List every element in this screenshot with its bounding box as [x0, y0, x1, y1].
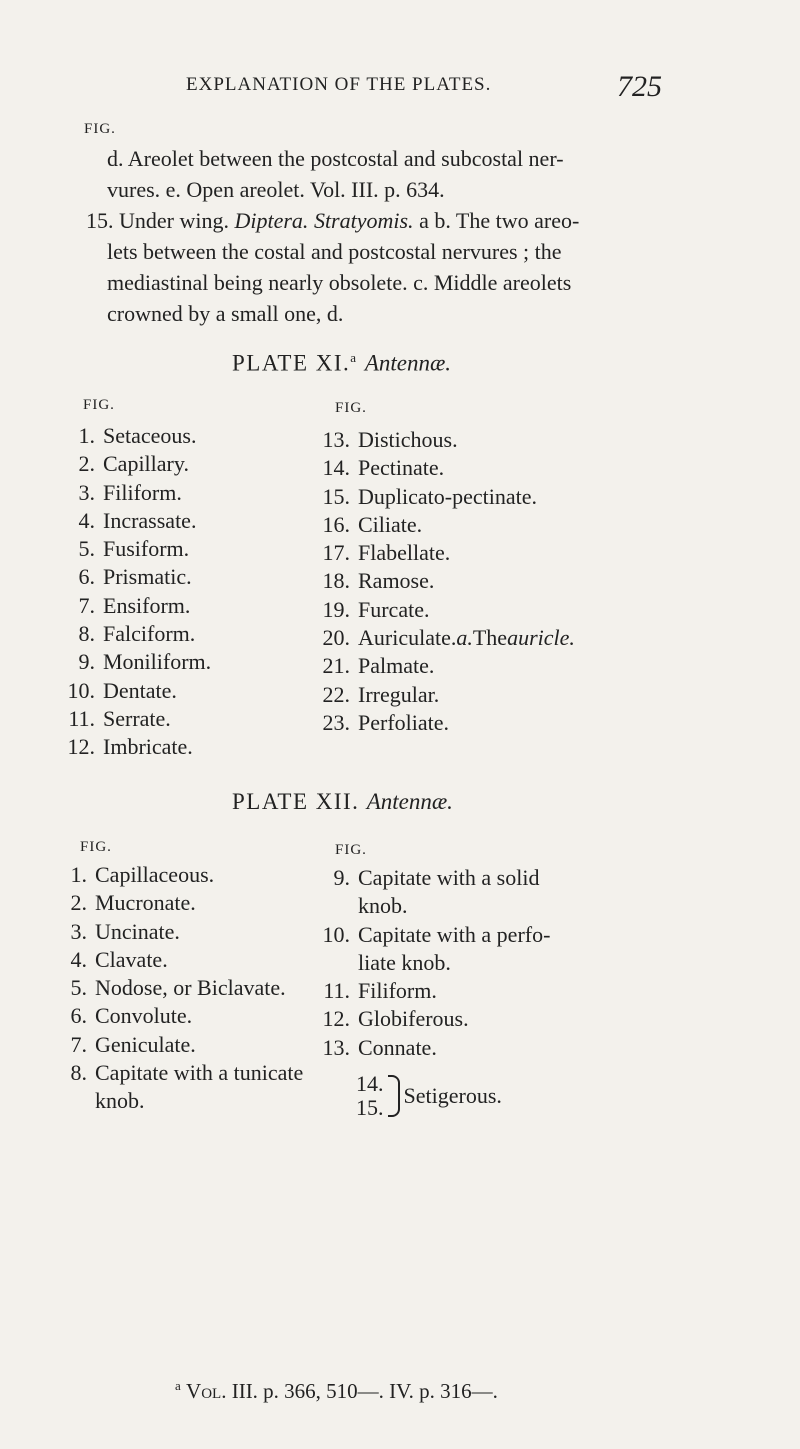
auricle-note-a: a. — [456, 625, 473, 651]
list-item: 3. Filiform. — [78, 479, 182, 505]
list-item: 16. Ciliate. — [322, 511, 423, 537]
top-line-6: crowned by a small one, d. — [107, 301, 344, 326]
footnote-vol: Vol. — [186, 1379, 227, 1403]
setigerous-label: Setigerous. — [403, 1083, 502, 1108]
plate-11-title: PLATE XI. — [232, 350, 351, 376]
auricle-note-the: The — [472, 625, 508, 651]
list-item: 9. Moniliform. — [78, 649, 212, 675]
list-item: 12. Imbricate. — [67, 734, 193, 760]
list-item: 19. Furcate. — [322, 596, 430, 622]
plate-12-subtitle: Antennæ. — [366, 789, 453, 814]
list-item: liate knob. — [358, 949, 451, 975]
top-line-4: lets between the costal and postcostal nervures ; the — [107, 239, 562, 264]
plate-11-right-list — [322, 427, 575, 738]
plate-11-left-list — [63, 423, 211, 763]
plate-11-right-fig-label: FIG. — [335, 400, 367, 416]
list-item: 1. Setaceous. — [78, 423, 197, 448]
top-line-3: 15. Under wing. Diptera. Stratyomis. a b. The two areo- — [86, 208, 580, 233]
plate-12-title: PLATE XII. — [232, 789, 360, 814]
list-item: 17. Flabellate. — [322, 540, 451, 566]
diptera-text: Diptera. — [234, 208, 309, 233]
list-item: 8. Capitate with a tunicate — [70, 1060, 304, 1086]
list-item: 14. Pectinate. — [322, 455, 445, 481]
plate-12-left-list — [55, 862, 303, 1117]
list-item: 6. Convolute. — [70, 1003, 193, 1029]
list-item: 21. Palmate. — [322, 653, 435, 679]
top-line-1: d. Areolet between the postcostal and subcostal ner- — [107, 146, 564, 171]
list-item: knob. — [95, 1088, 145, 1114]
top-line-2: vures. e. Open areolet. Vol. III. p. 634. — [107, 177, 445, 202]
list-item: 10. Capitate with a perfo- — [322, 921, 551, 947]
list-item: 2. Mucronate. — [70, 890, 196, 916]
list-item: 18. Ramose. — [322, 568, 435, 594]
plate-11-heading — [232, 350, 451, 377]
list-item: 11. Serrate. — [68, 705, 171, 731]
footnote — [175, 1378, 498, 1404]
stratyomis-text: Stratyomis. — [313, 208, 414, 233]
list-item: 9. Capitate with a solid — [333, 865, 540, 890]
list-item: 5. Fusiform. — [78, 536, 190, 562]
list-item: 4. Incrassate. — [78, 507, 197, 533]
list-item: knob. — [358, 893, 408, 919]
list-item: 1. Capillaceous. — [70, 862, 215, 887]
plate-12-left-fig-label: FIG. — [80, 839, 112, 855]
fig-number-14: 14. — [356, 1071, 384, 1096]
list-item: 15. Duplicato-pectinate. — [322, 483, 537, 509]
list-item: 3. Uncinate. — [70, 918, 180, 944]
list-item: 7. Ensiform. — [78, 592, 191, 618]
list-item: 22. Irregular. — [322, 681, 440, 707]
fig-label-top: FIG. — [84, 121, 116, 137]
list-item: 11. Filiform. — [323, 978, 437, 1004]
footnote-refs: III. p. 366, 510—. IV. p. 316—. — [226, 1379, 498, 1403]
auricle-note-word: auricle. — [507, 625, 575, 651]
list-item: 23. Perfoliate. — [322, 709, 450, 735]
curly-brace-icon — [388, 1075, 400, 1117]
list-item: 6. Prismatic. — [78, 564, 192, 590]
fig-number-15: 15. — [86, 208, 114, 233]
list-item: 10. Dentate. — [67, 677, 177, 703]
plate-12-right-fig-label: FIG. — [335, 842, 367, 858]
footnote-mark: a — [175, 1378, 181, 1393]
plate-11-left-fig-label: FIG. — [83, 397, 115, 413]
setigerous-brace-group — [356, 1072, 502, 1120]
running-title: EXPLANATION OF THE PLATES. — [186, 74, 492, 95]
list-item: 7. Geniculate. — [70, 1031, 196, 1057]
page-number: 725 — [617, 70, 662, 103]
list-item: 20. Auriculate. a. The auricle. — [322, 625, 575, 653]
plate-12-heading — [232, 789, 453, 815]
top-line-5: mediastinal being nearly obsolete. c. Middle areolets — [107, 270, 572, 295]
plate-12-right-list — [322, 865, 550, 1063]
list-item: 13. Connate. — [322, 1034, 437, 1060]
plate-11-subtitle: Antennæ. — [364, 350, 452, 376]
fig-number-15b: 15. — [356, 1095, 384, 1120]
list-item: 13. Distichous. — [322, 427, 458, 452]
list-item: 2. Capillary. — [78, 451, 189, 477]
list-item: 4. Clavate. — [70, 946, 168, 972]
footnote-marker: a — [350, 350, 358, 365]
list-item: 5. Nodose, or Biclavate. — [70, 975, 286, 1001]
list-item: 8. Falciform. — [78, 621, 196, 647]
list-item: 12. Globiferous. — [322, 1006, 469, 1032]
